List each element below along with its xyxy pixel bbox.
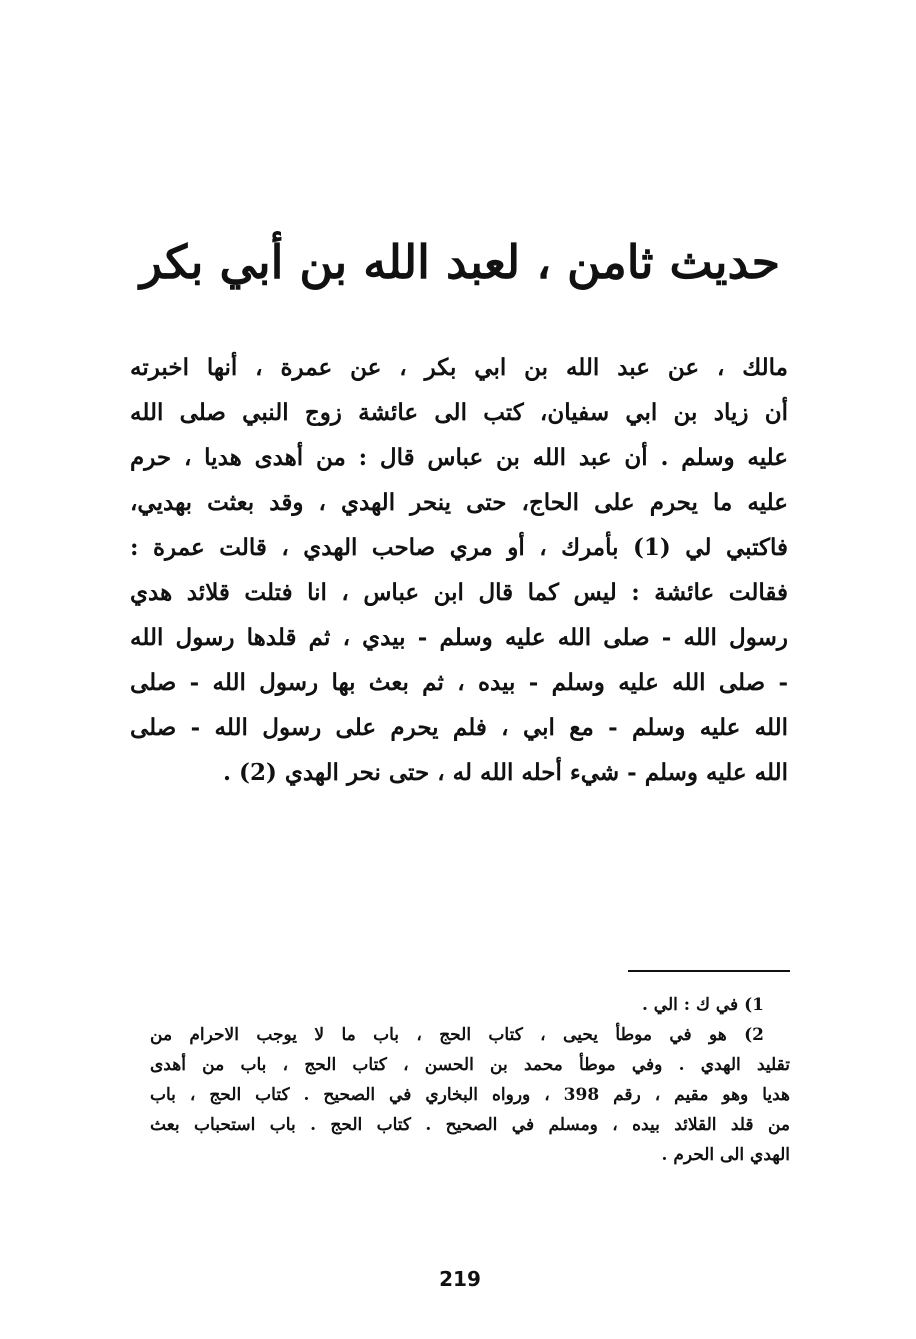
footnote-line: 1) في ك : الي .	[641, 995, 764, 1015]
footnote-line: 2) هو في موطأ يحيى ، كتاب الحج ، باب ما لا يوجب الاحرام من	[150, 1025, 764, 1045]
footnote-line: الهدي الى الحرم .	[661, 1145, 790, 1165]
body-line: مالك ، عن عبد الله بن ابي بكر ، عن عمرة ، أنها اخبرته	[130, 354, 788, 381]
body-line: فقالت عائشة : ليس كما قال ابن عباس ، انا فتلت قلائد هدي	[130, 579, 788, 606]
body-line: عليه ما يحرم على الحاج، حتى ينحر الهدي ، وقد بعثت بهديي،	[130, 489, 788, 516]
hadith-title: حديث ثامن ، لعبد الله بن أبي بكر	[139, 235, 781, 289]
footnote-divider	[628, 970, 790, 972]
footnote-line: تقليد الهدي . وفي موطأ محمد بن الحسن ، كتاب الحج ، باب من أهدى	[150, 1055, 790, 1075]
footnote-line: من قلد القلائد بيده ، ومسلم في الصحيح . كتاب الحج . باب استحباب بعث	[150, 1115, 790, 1135]
hadith-body	[130, 345, 788, 795]
body-line: الله عليه وسلم - شيء أحله الله له ، حتى نحر الهدي (2) .	[223, 759, 788, 786]
body-line: أن زياد بن ابي سفيان، كتب الى عائشة زوج النبي صلى الله	[130, 399, 788, 426]
body-line: الله عليه وسلم - مع ابي ، فلم يحرم على رسول الله - صلى	[130, 714, 788, 741]
page-number: 219	[439, 1267, 481, 1291]
footnote-line: هديا وهو مقيم ، رقم 398 ، ورواه البخاري في الصحيح . كتاب الحج ، باب	[150, 1085, 790, 1105]
footnote-1	[150, 990, 790, 1020]
body-line: عليه وسلم . أن عبد الله بن عباس قال : من أهدى هديا ، حرم	[130, 444, 788, 471]
footnotes	[150, 990, 790, 1170]
footnote-2	[150, 1020, 790, 1170]
body-line: فاكتبي لي (1) بأمرك ، أو مري صاحب الهدي ، قالت عمرة :	[130, 534, 788, 561]
body-line: - صلى الله عليه وسلم - بيده ، ثم بعث بها رسول الله - صلى	[130, 669, 788, 696]
body-line: رسول الله - صلى الله عليه وسلم - بيدي ، ثم قلدها رسول الله	[130, 624, 788, 651]
